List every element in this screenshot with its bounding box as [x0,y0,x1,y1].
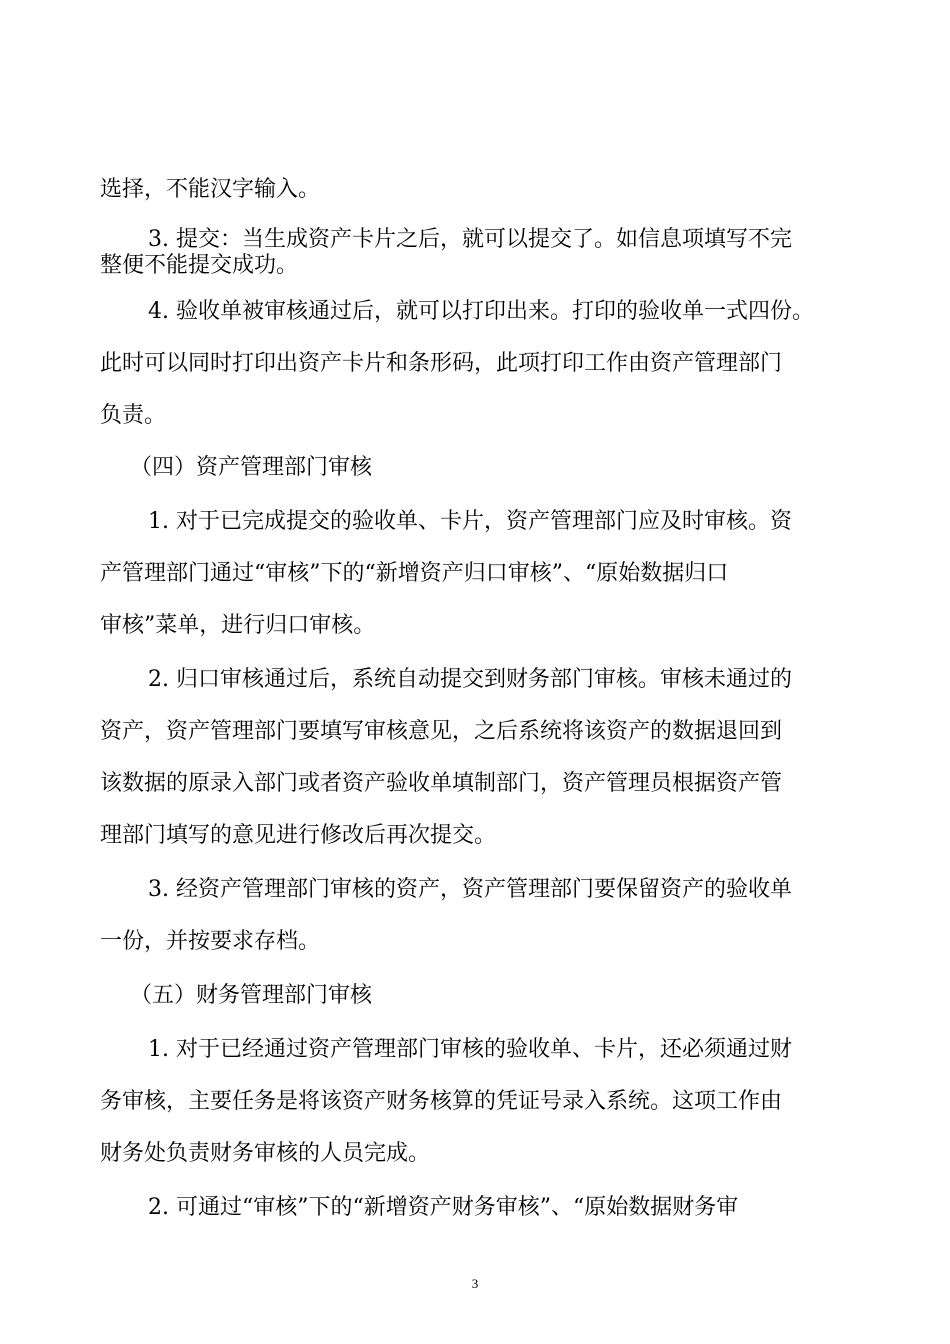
text-line: 2. 可通过“审核”下的“新增资产财务审核”、“原始数据财务审 [148,1195,739,1220]
section-heading: （五）财务管理部门审核 [130,983,373,1008]
text-line: 1. 对于已完成提交的验收单、卡片，资产管理部门应及时审核。资 [148,509,792,534]
text-line: 此时可以同时打印出资产卡片和条形码，此项打印工作由资产管理部门 [100,351,783,376]
text-line: 4. 验收单被审核通过后，就可以打印出来。打印的验收单一式四份。 [148,299,814,324]
page-number: 3 [471,1276,479,1291]
text-line: 审核”菜单，进行归口审核。 [100,613,376,638]
text-line: 产管理部门通过“审核”下的“新增资产归口审核”、“原始数据归口 [100,561,729,586]
text-line: 整便不能提交成功。 [100,253,299,278]
text-line: 1. 对于已经通过资产管理部门审核的验收单、卡片，还必须通过财 [148,1037,792,1062]
text-line: 选择，不能汉字输入。 [100,177,321,202]
text-line: 3. 经资产管理部门审核的资产，资产管理部门要保留资产的验收单 [148,877,792,902]
text-line: 务审核，主要任务是将该资产财务核算的凭证号录入系统。这项工作由 [100,1089,783,1114]
text-line: 负责。 [100,403,167,428]
text-line: 2. 归口审核通过后，系统自动提交到财务部门审核。审核未通过的 [148,667,792,692]
section-heading: （四）资产管理部门审核 [130,455,373,480]
text-line: 一份，并按要求存档。 [100,929,321,954]
text-line: 资产，资产管理部门要填写审核意见，之后系统将该资产的数据退回到 [100,719,783,744]
text-line: 该数据的原录入部门或者资产验收单填制部门，资产管理员根据资产管 [100,771,783,796]
text-line: 理部门填写的意见进行修改后再次提交。 [100,823,497,848]
text-line: 财务处负责财务审核的人员完成。 [100,1141,431,1166]
text-line: 3. 提交：当生成资产卡片之后，就可以提交了。如信息项填写不完 [148,227,792,252]
